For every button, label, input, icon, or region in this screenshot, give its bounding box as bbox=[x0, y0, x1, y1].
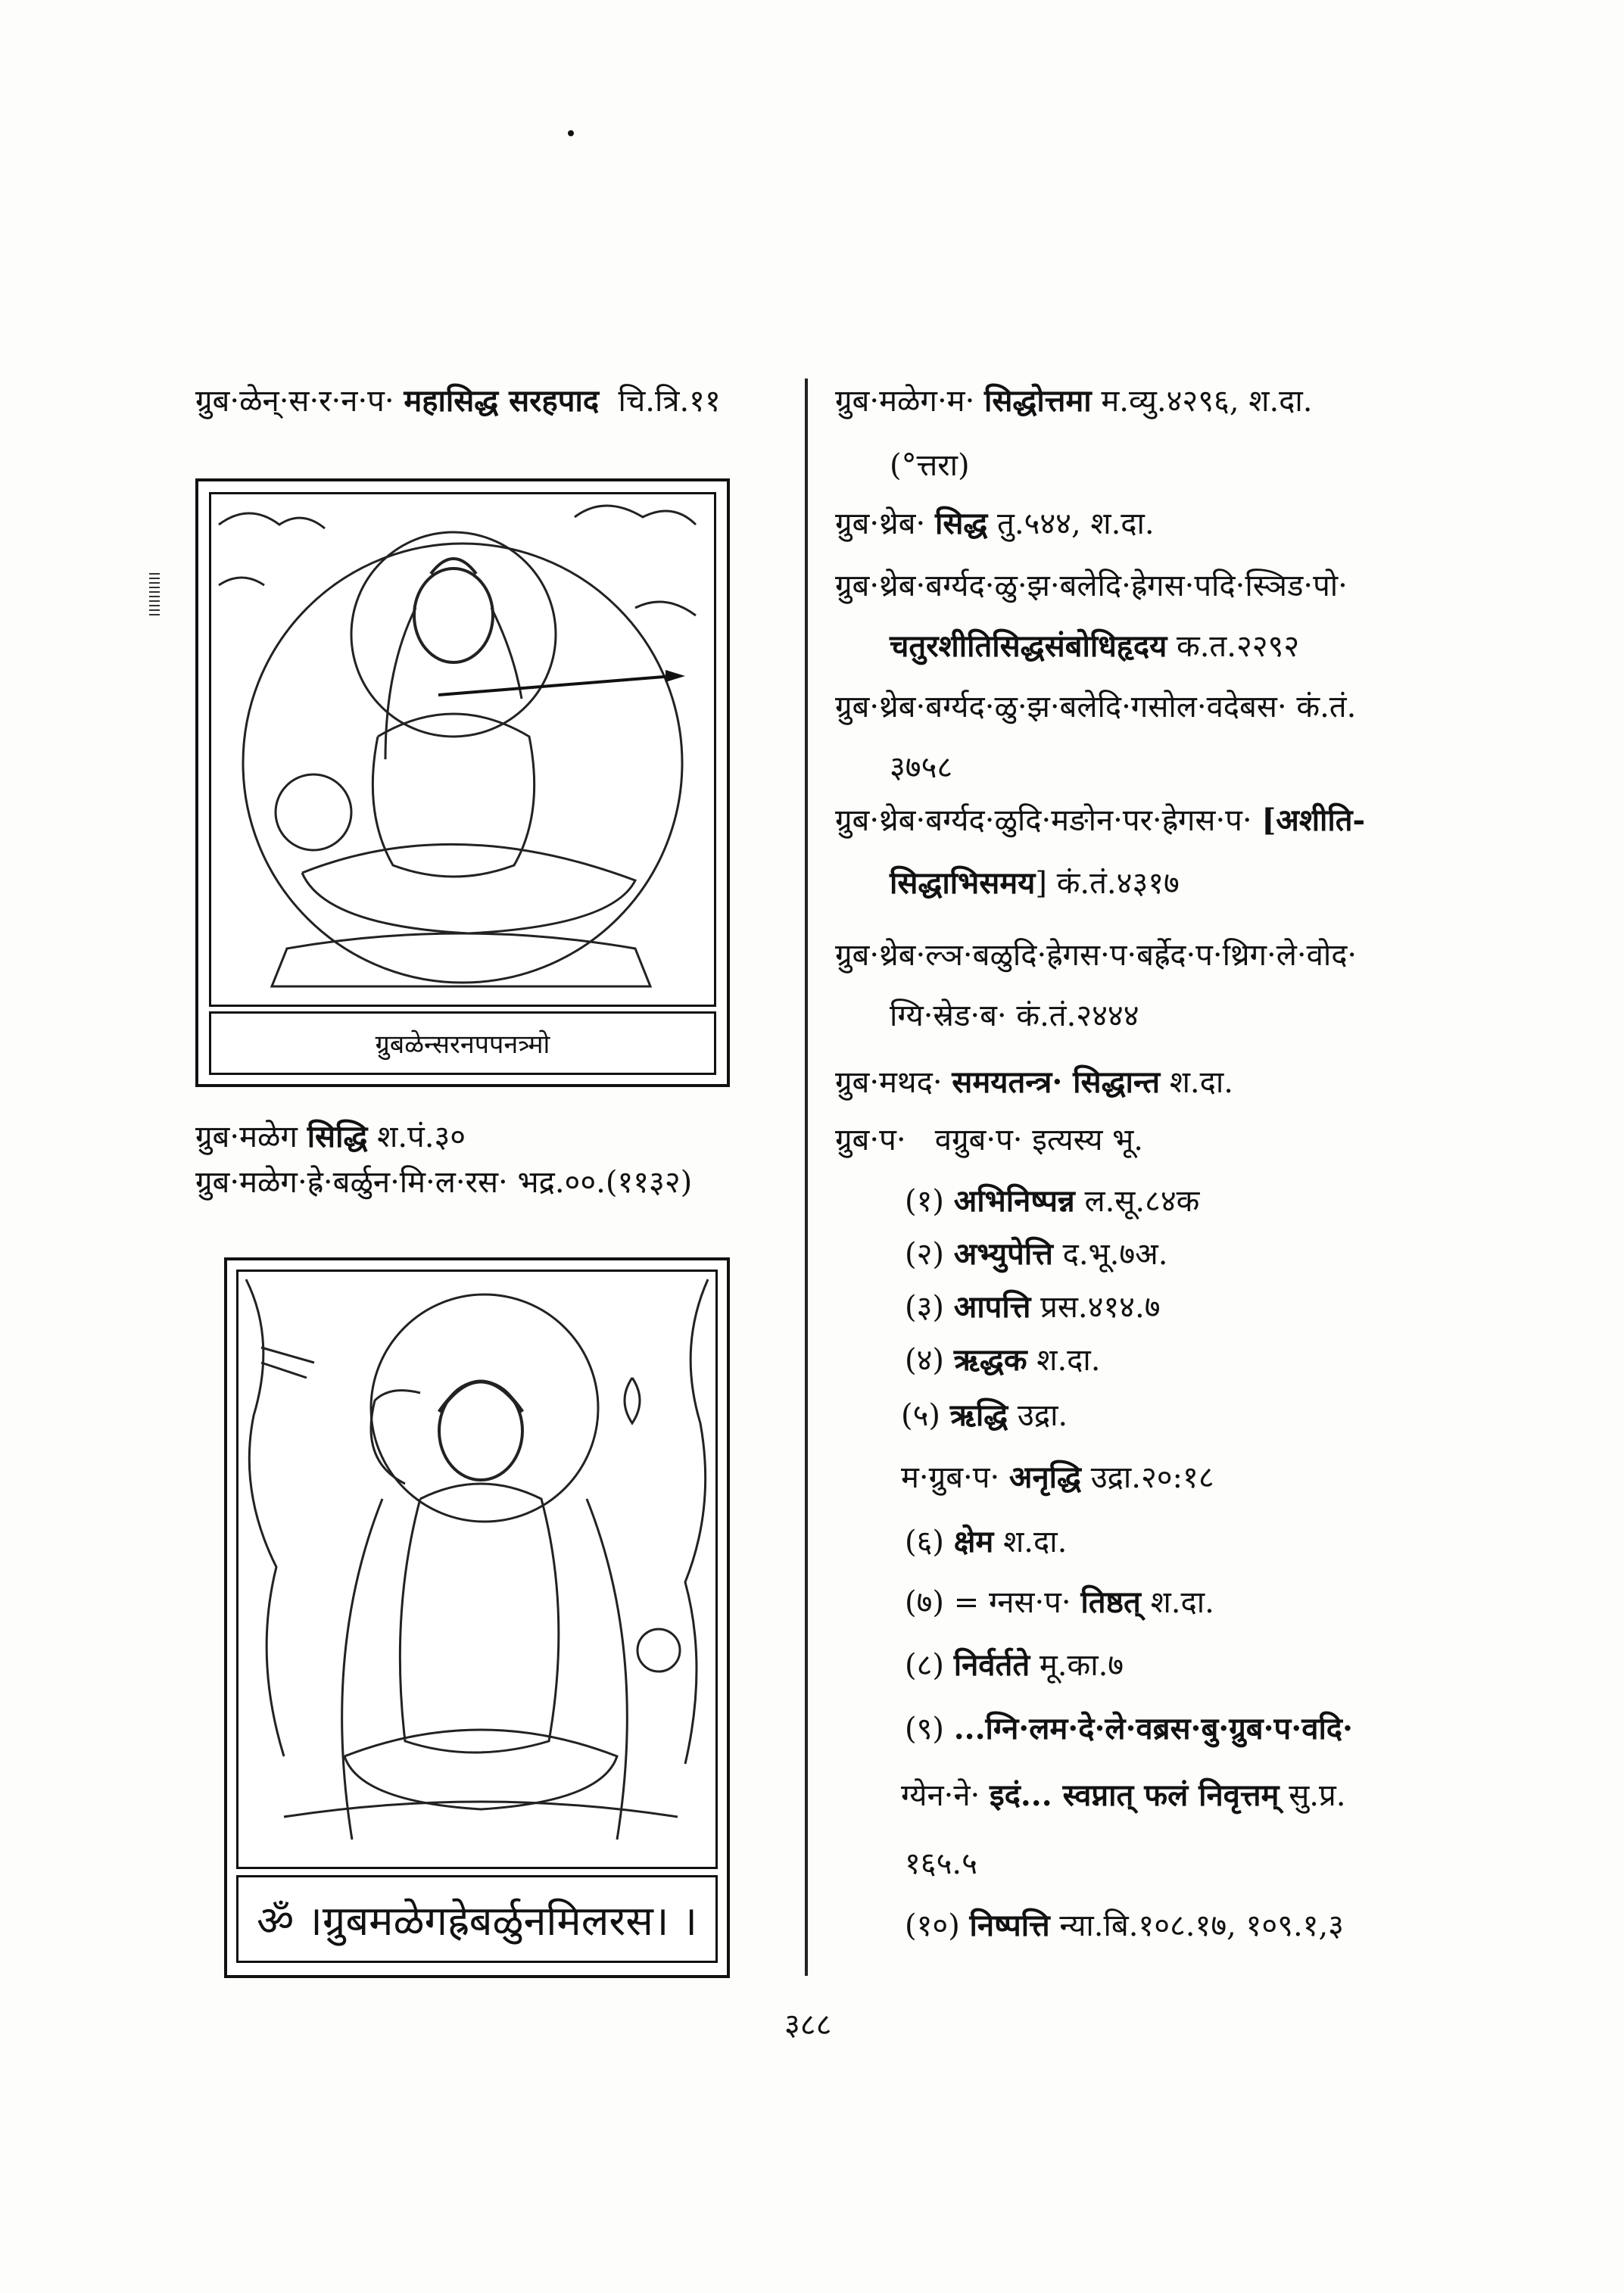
sense-9-cont bbox=[901, 1779, 1345, 1812]
tibetan-headword: ग्रुब·प· bbox=[835, 1123, 906, 1157]
entry-drubpa bbox=[835, 1123, 1143, 1157]
sense-4 bbox=[905, 1344, 1101, 1377]
sense-number: (१) bbox=[905, 1184, 945, 1219]
source-ref: श.दा. bbox=[1169, 1065, 1233, 1100]
sanskrit-term: अभिनिष्पन्न bbox=[953, 1183, 1075, 1219]
sense-8 bbox=[905, 1649, 1124, 1682]
tibetan-headword: ग्रुब·मळेग bbox=[195, 1120, 298, 1154]
source-ref: कं.तं.२४४४ bbox=[1016, 999, 1139, 1033]
figure-saraha bbox=[195, 478, 730, 1087]
tibetan-headword: म·ग्रुब·प· bbox=[901, 1460, 1000, 1495]
entry-samaya bbox=[835, 1066, 1233, 1099]
source-ref: प्रस.४१४.७ bbox=[1040, 1290, 1161, 1325]
source-ref: ] कं.तं.४३१७ bbox=[1035, 866, 1180, 901]
source-ref: उद्रा. bbox=[1017, 1398, 1068, 1433]
source-ref: मू.का.७ bbox=[1039, 1648, 1124, 1683]
entry-nga bbox=[835, 939, 1357, 972]
source-ref: म.व्यु.४२९६, श.दा. bbox=[1101, 384, 1313, 419]
sanskrit-term: [अशीति- bbox=[1261, 802, 1366, 838]
sanskrit-term: सिद्धि bbox=[307, 1119, 368, 1154]
sense-9 bbox=[905, 1712, 1353, 1746]
sanskrit-term: समयतन्त्र· सिद्धान्त bbox=[952, 1064, 1161, 1100]
caption-text: ॐ ।ग्रुबमळेगह्रेबर्ळुनमिलरस। । bbox=[257, 1897, 697, 1945]
sense-2 bbox=[905, 1238, 1167, 1271]
tibetan-text: ग्येन·ने· bbox=[901, 1778, 980, 1813]
source-ref: द.भू.७अ. bbox=[1062, 1237, 1168, 1272]
sense-number: (७) bbox=[905, 1585, 945, 1620]
sanskrit-term: क्षेम bbox=[953, 1524, 994, 1559]
sense-10 bbox=[905, 1909, 1344, 1943]
sanskrit-term: सिद्ध bbox=[934, 506, 988, 541]
sanskrit-term: आपत्ति bbox=[953, 1289, 1031, 1325]
tibetan-headword: ग्रुब·थ्रेब· bbox=[835, 506, 926, 541]
sense-number: (८) bbox=[905, 1648, 945, 1683]
source-ref: ३७५८ bbox=[890, 750, 953, 785]
figure-milarepa-caption bbox=[236, 1875, 718, 1963]
page-number: ३८८ bbox=[784, 2008, 832, 2042]
entry-nga-cont bbox=[890, 999, 1139, 1033]
sanskrit-term: सिद्धाभिसमय bbox=[890, 865, 1036, 901]
sense-5-negation bbox=[901, 1461, 1214, 1494]
sanskrit-term: निष्पत्ति bbox=[969, 1908, 1050, 1943]
entry-mahasiddha bbox=[195, 385, 721, 418]
entry-siddhi bbox=[195, 1120, 466, 1154]
sanskrit-term: तिष्ठत् bbox=[1080, 1584, 1141, 1620]
entry-caturashiti bbox=[835, 569, 1348, 603]
sense-number: (९) bbox=[905, 1712, 945, 1746]
entry-ashiti bbox=[835, 804, 1365, 837]
source-ref: चि.त्रि.११ bbox=[618, 384, 721, 419]
figure-saraha-caption bbox=[209, 1011, 716, 1075]
figure-milarepa bbox=[224, 1257, 730, 1978]
sanskrit-term: ऋद्धि bbox=[949, 1397, 1008, 1433]
sense-number: (२) bbox=[905, 1237, 945, 1272]
margin-ticks bbox=[149, 573, 160, 618]
entry-ashiti-cont bbox=[890, 867, 1180, 900]
entry-siddhottama-cont bbox=[890, 449, 970, 482]
tibetan-text: ग्यि·स्रेड·ब· bbox=[890, 999, 1007, 1033]
sense-number: (१०) bbox=[905, 1908, 960, 1943]
sanskrit-term: ऋद्धक bbox=[953, 1342, 1027, 1378]
sense-number: (६) bbox=[905, 1525, 945, 1559]
source-ref: भद्र.००.(११३२) bbox=[517, 1165, 693, 1200]
source-ref: न्या.बि.१०८.१७, १०९.१,३ bbox=[1059, 1908, 1344, 1943]
tibetan-headword: ग्रुब·थ्रेब·बर्ग्यद·ळु·झ·बलेदि·ह्रेगस·पदि·स्ञिड·पो· bbox=[835, 569, 1348, 603]
sanskrit-term: निर्वर्तते bbox=[953, 1647, 1030, 1683]
entry-siddha bbox=[835, 507, 1155, 541]
milarepa-illustration bbox=[238, 1272, 715, 1867]
tibetan-text: ...ग्नि·लम·दे·ले·वब्रस·बु·ग्रुब·प·वदि· bbox=[953, 1711, 1353, 1746]
entry-jetsun bbox=[195, 1166, 692, 1199]
sense-number: (३) bbox=[905, 1290, 945, 1325]
source-ref: कं.तं. bbox=[1296, 690, 1357, 724]
sanskrit-term: अनृद्धि bbox=[1008, 1460, 1081, 1495]
tibetan-headword: ग्रुब·थ्रेब·बर्ग्यद·ळु·झ·बलेदि·गसोल·वदेबस· bbox=[835, 690, 1287, 724]
tibetan-headword: ग्रुब·मळेग·ह्रे·बर्ळुन·मि·ल·रस· bbox=[195, 1165, 508, 1200]
caption-text: ग्रुबळेन्सरनपपनत्र्मो bbox=[375, 1030, 550, 1060]
tibetan-headword: ग्रुब·मथद· bbox=[835, 1065, 943, 1100]
source-ref: क.त.२२९२ bbox=[1177, 629, 1300, 664]
source-ref: १६५.५ bbox=[905, 1846, 977, 1881]
sense-6 bbox=[905, 1525, 1067, 1559]
source-ref: उद्रा.२०:१८ bbox=[1090, 1460, 1214, 1495]
tibetan-headword: ग्रुब·ळेन्·स·र·न·प· bbox=[195, 384, 394, 419]
entry-solwa bbox=[835, 690, 1356, 724]
source-ref: ल.सू.८४क bbox=[1084, 1184, 1200, 1219]
source-ref: श.पं.३० bbox=[377, 1120, 466, 1154]
source-ref: श.दा. bbox=[1036, 1343, 1101, 1378]
sense-7 bbox=[905, 1586, 1214, 1619]
sense-9-cont2 bbox=[905, 1847, 977, 1880]
sense-1 bbox=[905, 1185, 1199, 1218]
entry-siddhottama bbox=[835, 385, 1312, 418]
entry-caturashiti-cont bbox=[890, 630, 1299, 663]
source-ref: श.दा. bbox=[1150, 1585, 1214, 1620]
sanskrit-term: अभ्युपेत्ति bbox=[953, 1236, 1053, 1272]
tibetan-headword: ग्रुब·मळेग·म· bbox=[835, 384, 975, 419]
sense-3 bbox=[905, 1291, 1161, 1324]
source-ref: श.दा. bbox=[1003, 1525, 1068, 1559]
saraha-illustration bbox=[211, 494, 714, 1005]
source-ref: तु.५४४, श.दा. bbox=[997, 506, 1155, 541]
variant: (°त्तरा) bbox=[890, 448, 970, 483]
column-divider bbox=[805, 379, 808, 1976]
tibetan-text: = ग्नस·प· bbox=[953, 1585, 1071, 1620]
sanskrit-term: इदं... स्वप्नात् फलं निवृत्तम् bbox=[990, 1777, 1280, 1813]
sanskrit-term: सिद्धोत्तमा bbox=[984, 383, 1092, 419]
sanskrit-term: चतुरशीतिसिद्धसंबोधिहृदय bbox=[890, 628, 1167, 664]
sense-number: (४) bbox=[905, 1343, 945, 1378]
entry-solwa-cont bbox=[890, 751, 952, 784]
sense-5 bbox=[901, 1399, 1068, 1432]
gloss: इत्यस्य भू. bbox=[1032, 1123, 1143, 1157]
source-ref: सु.प्र. bbox=[1289, 1778, 1346, 1813]
sense-number: (५) bbox=[901, 1398, 941, 1433]
sanskrit-term: महासिद्ध सरहपाद bbox=[404, 383, 600, 419]
tibetan-text: वग्रुब·प· bbox=[934, 1123, 1023, 1157]
stray-mark bbox=[568, 130, 574, 136]
tibetan-headword: ग्रुब·थ्रेब·बर्ग्यद·ळुदि·मङोन·पर·ह्रेगस·प· bbox=[835, 803, 1252, 838]
tibetan-headword: ग्रुब·थ्रेब·ल्ञ·बळुदि·ह्रेगस·प·बर्ह्रेद·प·थ्रिग·ले·वोद· bbox=[835, 938, 1357, 973]
